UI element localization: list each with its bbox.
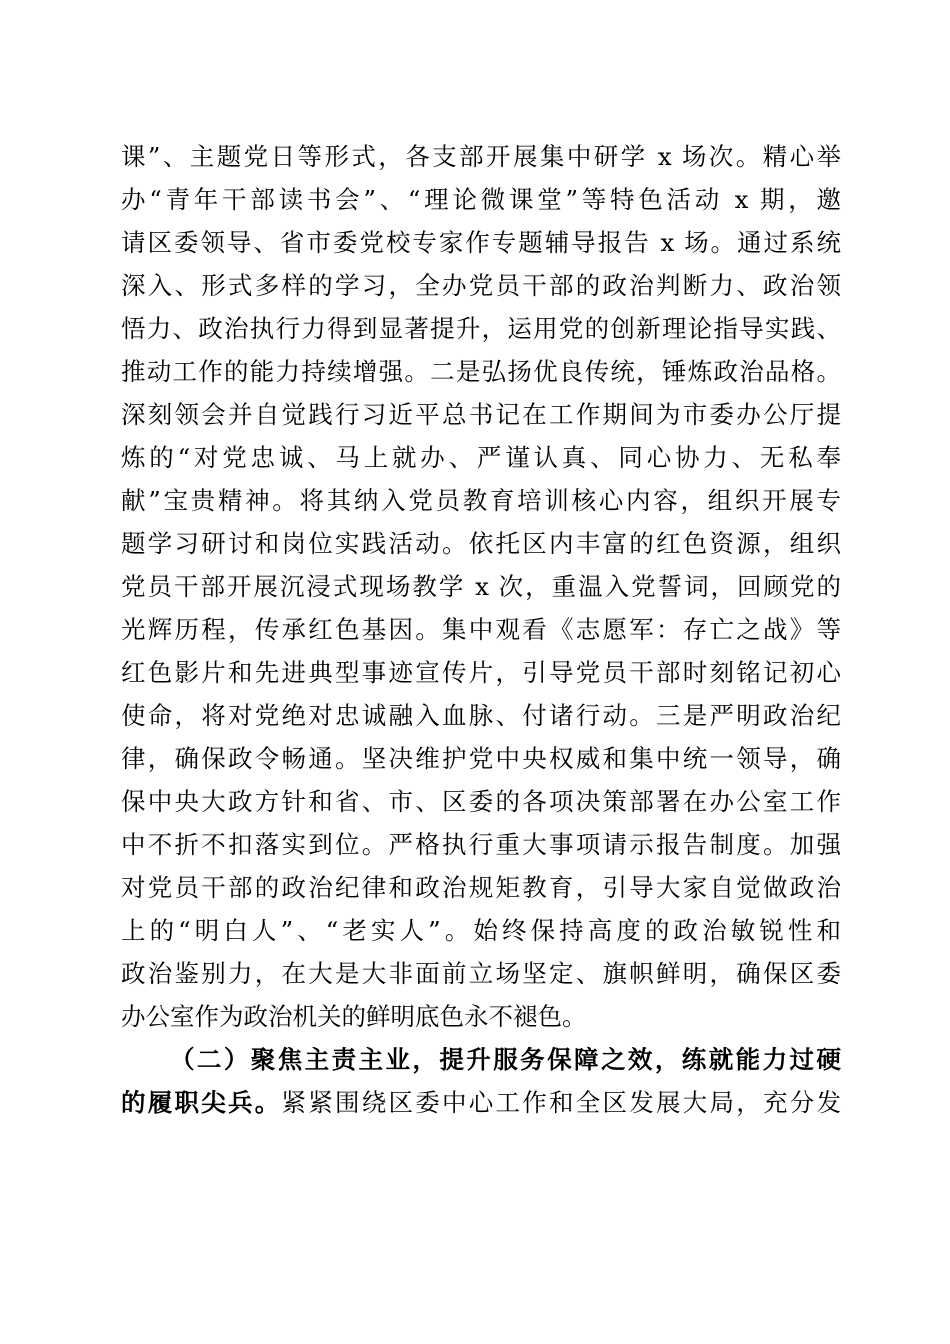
paragraph-line: 中不折不扣落实到位。严格执行重大事项请示报告制度。加强: [121, 830, 841, 859]
paragraph-line: [121, 1081, 841, 1124]
paragraph-text: 紧紧围绕区委中心工作和全区发展大局，充分发: [281, 1088, 841, 1117]
paragraph-line: 题学习研讨和岗位实践活动。依托区内丰富的红色资源，组织: [121, 529, 841, 558]
section-heading: （二）聚焦主责主业，提升服务保障之效，练就能力过硬: [170, 1045, 841, 1074]
section-heading-end: 的履职尖兵。: [121, 1088, 282, 1117]
section-heading-line: [121, 1038, 841, 1081]
paragraph-line: 使命，将对党绝对忠诚融入血脉、付诸行动。三是严明政治纪: [121, 701, 841, 730]
paragraph-line: 课”、主题党日等形式，各支部开展集中研学 x 场次。精心举: [121, 142, 841, 171]
paragraph-line: 深刻领会并自觉践行习近平总书记在工作期间为市委办公厅提: [121, 400, 841, 429]
paragraph-line: 悟力、政治执行力得到显著提升，运用党的创新理论指导实践、: [121, 314, 841, 343]
paragraph-line: 深入、形式多样的学习，全办党员干部的政治判断力、政治领: [121, 271, 841, 300]
paragraph-line: 光辉历程，传承红色基因。集中观看《志愿军：存亡之战》等: [121, 615, 841, 644]
paragraph-line: 保中央大政方针和省、市、区委的各项决策部署在办公室工作: [121, 787, 841, 816]
paragraph-line: 办公室作为政治机关的鲜明底色永不褪色。: [121, 1002, 587, 1031]
paragraph-line: 献”宝贵精神。将其纳入党员教育培训核心内容，组织开展专: [121, 486, 841, 515]
paragraph-line: 办“青年干部读书会”、“理论微课堂”等特色活动 x 期，邀: [121, 185, 841, 214]
body-text: [121, 135, 841, 1124]
paragraph-line: 律，确保政令畅通。坚决维护党中央权威和集中统一领导，确: [121, 744, 841, 773]
paragraph-line: 上的“明白人”、“老实人”。始终保持高度的政治敏锐性和: [121, 916, 841, 945]
paragraph-line: 推动工作的能力持续增强。二是弘扬优良传统，锤炼政治品格。: [121, 357, 841, 386]
paragraph-line: 政治鉴别力，在大是大非面前立场坚定、旗帜鲜明，确保区委: [121, 959, 841, 988]
paragraph-line: 红色影片和先进典型事迹宣传片，引导党员干部时刻铭记初心: [121, 658, 841, 687]
paragraph-line: 对党员干部的政治纪律和政治规矩教育，引导大家自觉做政治: [121, 873, 841, 902]
paragraph-line: 党员干部开展沉浸式现场教学 x 次，重温入党誓词，回顾党的: [121, 572, 841, 601]
paragraph-line: 炼的“对党忠诚、马上就办、严谨认真、同心协力、无私奉: [121, 443, 841, 472]
paragraph-line: 请区委领导、省市委党校专家作专题辅导报告 x 场。通过系统: [121, 228, 841, 257]
